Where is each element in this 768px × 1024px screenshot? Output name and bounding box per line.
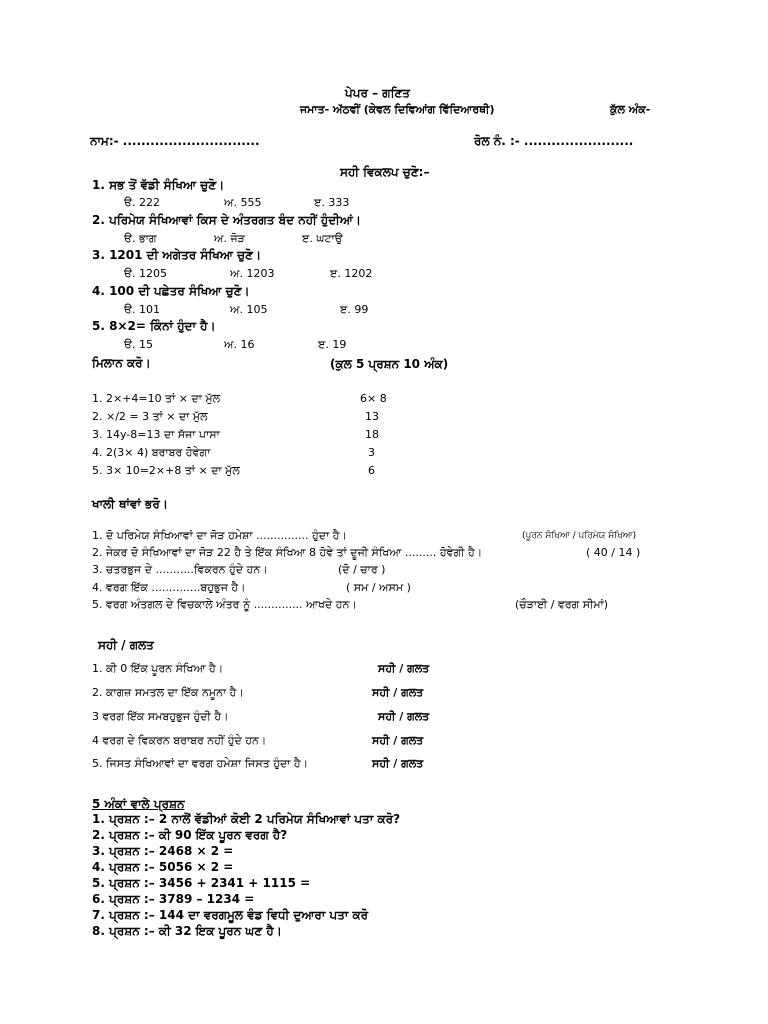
mcq-question: 2. ਪਰਿਮੇਯ ਸੰਖਿਆਵਾਂ ਕਿਸ ਦੇ ਅੰਤਰਗਤ ਬੰਦ ਨਹੀਂ ਹੁੰਦੀਆਂ।	[92, 213, 361, 227]
five-marks-title: 5 ਅੰਕਾਂ ਵਾਲੇ ਪ੍ਰਸ਼ਨ	[92, 797, 185, 811]
five-marks-question: 3. ਪ੍ਰਸ਼ਨ :– 2468 × 2 =	[92, 844, 234, 858]
mcq-option: ੲ. 19	[318, 338, 347, 351]
match-left: 4. 2(3× 4) ਬਰਾਬਰ ਹੋਵੇਗਾ	[92, 446, 211, 459]
match-right: 6	[368, 464, 375, 477]
match-left: 3. 14y-8=13 ਦਾ ਸੱਜਾ ਪਾਸਾ	[92, 428, 220, 441]
mcq-option: ੳ. 15	[124, 338, 153, 351]
truefalse-title: ਸਹੀ / ਗਲਤ	[98, 638, 154, 652]
five-marks-question: 7. ਪ੍ਰਸ਼ਨ :– 144 ਦਾ ਵਰਗਮੂਲ ਵੰਡ ਵਿਧੀ ਦੁਆਰਾ ਪਤਾ ਕਰੋ	[92, 908, 369, 922]
mcq-option: ੲ. 99	[340, 303, 369, 316]
match-left: 5. 3× 10=2×+8 ਤਾਂ × ਦਾ ਮੁੱਲ	[92, 464, 240, 477]
mcq-title: ਸਹੀ ਵਿਕਲਪ ਚੁਣੋ:–	[340, 165, 430, 179]
match-left: 1. 2×+4=10 ਤਾਂ × ਦਾ ਮੁੱਲ	[92, 392, 221, 405]
mcq-question: 3. 1201 ਦੀ ਅਗੇਤਰ ਸੰਖਿਆ ਚੁਣੋ।	[92, 248, 262, 262]
fill-row: 4. ਵਰਗ ਇੱਕ ..............ਬਹੁਭੁਜ ਹੈ।	[92, 581, 246, 594]
match-right: 18	[365, 428, 379, 441]
five-marks-question: 4. ਪ੍ਰਸ਼ਨ :– 5056 × 2 =	[92, 860, 234, 874]
truefalse-row: 1. ਕੀ 0 ਇੱਕ ਪੂਰਨ ਸੰਖਿਆ ਹੈ।	[92, 662, 224, 675]
fill-row: 3. ਚਤਰਭੁਜ ਦੇ ...........ਵਿਕਰਨ ਹੁੰਦੇ ਹਨ।	[92, 563, 268, 576]
match-right: 13	[365, 410, 379, 423]
fill-hint: (ਪੂਰਨ ਸੰਖਿਆ / ਪਰਿਮੇਯ ਸੰਖਿਆ)	[522, 531, 637, 541]
mcq-option: ੳ. ਭਾਗ	[124, 232, 157, 245]
fill-hint: (ਦੋ / ਚਾਰ )	[338, 563, 386, 576]
mcq-option: ੲ. ਘਟਾਉ	[302, 232, 343, 245]
fill-title: ਖਾਲੀ ਥਾਂਵਾਂ ਭਰੋ।	[92, 497, 168, 511]
truefalse-answer: ਸਹੀ / ਗਲਤ	[372, 757, 424, 770]
fill-row: 5. ਵਰਗ ਅੰਤਗਲ ਦੇ ਵਿਚਕਾਲੇ ਅੰਤਰ ਨੂੰ .............. ਆਖਦੇ ਹਨ।	[92, 598, 357, 611]
roll-field: ਰੋਲ ਨੰ. :- ........................	[474, 134, 634, 148]
mcq-option: ਅ. 105	[230, 303, 268, 316]
five-marks-question: 1. ਪ੍ਰਸ਼ਨ :– 2 ਨਾਲੋਂ ਵੱਡੀਆਂ ਕੋਈ 2 ਪਰਿਮੇਯ ਸੰਖਿਆਵਾਂ ਪਤਾ ਕਰੋ?	[92, 812, 401, 826]
truefalse-row: 4 ਵਰਗ ਦੇ ਵਿਕਰਨ ਬਰਾਬਰ ਨਹੀਂ ਹੁੰਦੇ ਹਨ।	[92, 734, 267, 747]
mcq-option: ੲ. 1202	[330, 267, 373, 280]
name-field: ਨਾਮ:- ..............................	[90, 134, 260, 148]
mcq-option: ੳ. 222	[124, 196, 160, 209]
truefalse-answer: ਸਹੀ / ਗਲਤ	[372, 686, 424, 699]
paper-title: ਪੇਪਰ – ਗਣਿਤ	[345, 86, 410, 100]
five-marks-question: 5. ਪ੍ਰਸ਼ਨ :– 3456 + 2341 + 1115 =	[92, 876, 311, 890]
mcq-option: ੲ. 333	[314, 196, 350, 209]
truefalse-row: 5. ਜਿਸਤ ਸੰਖਿਆਵਾਂ ਦਾ ਵਰਗ ਹਮੇਸ਼ਾ ਜਿਸਤ ਹੁੰਦਾ ਹੈ।	[92, 757, 309, 770]
fill-hint: ( 40 / 14 )	[586, 546, 641, 559]
truefalse-answer: ਸਹੀ / ਗਲਤ	[378, 662, 430, 675]
five-marks-question: 6. ਪ੍ਰਸ਼ਨ :– 3789 – 1234 =	[92, 892, 255, 906]
mcq-option: ਅ. 555	[224, 196, 262, 209]
truefalse-answer: ਸਹੀ / ਗਲਤ	[378, 710, 430, 723]
mcq-option: ੳ. 1205	[124, 267, 167, 280]
fill-row: 1. ਦੋ ਪਰਿਮੇਯ ਸੰਖਿਆਵਾਂ ਦਾ ਜੋੜ ਹਮੇਸ਼ਾ ............... ਹੁੰਦਾ ਹੈ।	[92, 529, 347, 542]
five-marks-question: 2. ਪ੍ਰਸ਼ਨ :– ਕੀ 90 ਇੱਕ ਪੂਰਨ ਵਰਗ ਹੈ?	[92, 828, 288, 842]
mcq-option: ਅ. 1203	[230, 267, 275, 280]
mcq-question: 4. 100 ਦੀ ਪਛੇਤਰ ਸੰਖਿਆ ਚੁਣੋ।	[92, 284, 250, 298]
match-left: 2. ×/2 = 3 ਤਾਂ × ਦਾ ਮੁੱਲ	[92, 410, 208, 423]
match-title: ਮਿਲਾਨ ਕਰੋ।	[92, 356, 151, 370]
mcq-option: ੳ. 101	[124, 303, 160, 316]
match-marks: (ਕੁਲ 5 ਪ੍ਰਸ਼ਨ 10 ਅੰਕ)	[330, 357, 449, 371]
mcq-question: 1. ਸਭ ਤੋਂ ਵੱਡੀ ਸੰਖਿਆ ਚੁਣੋ।	[92, 178, 225, 192]
match-right: 3	[368, 446, 375, 459]
truefalse-row: 2. ਕਾਗਜ਼ ਸਮਤਲ ਦਾ ਇੱਕ ਨਮੂਨਾ ਹੈ।	[92, 686, 244, 699]
truefalse-answer: ਸਹੀ / ਗਲਤ	[372, 734, 424, 747]
mcq-option: ਅ. ਜੋੜ	[214, 232, 245, 245]
mcq-option: ਅ. 16	[224, 338, 255, 351]
match-right: 6× 8	[360, 392, 387, 405]
fill-hint: (ਚੌੜਾਈ / ਵਰਗ ਸੀਮਾਂ)	[515, 598, 609, 611]
total-marks: ਕੁੱਲ ਅੰਕ-	[610, 103, 651, 116]
fill-row: 2. ਜੇਕਰ ਦੋ ਸੰਖਿਆਵਾਂ ਦਾ ਜੋੜ 22 ਹੈ ਤੇ ਇੱਕ ਸੰਖਿਆ 8 ਹੋਵੇ ਤਾਂ ਦੂਜੀ ਸੰਖਿਆ ......... ਹੋਵੇਗੀ ਹੈ।	[92, 546, 483, 559]
five-marks-question: 8. ਪ੍ਰਸ਼ਨ :– ਕੀ 32 ਇਕ ਪੂਰਨ ਘਣ ਹੈ।	[92, 924, 282, 938]
fill-hint: ( ਸਮ / ਅਸਮ )	[346, 581, 411, 594]
truefalse-row: 3 ਵਰਗ ਇੱਕ ਸਮਬਹੁਭੁਜ ਹੁੰਦੀ ਹੈ।	[92, 710, 229, 723]
class-line: ਜਮਾਤ- ਅੱਠਵੀਂ (ਕੇਵਲ ਦਿਵਿਆਂਗ ਵਿੱਦਿਆਰਥੀ)	[300, 103, 495, 116]
mcq-question: 5. 8×2= ਕਿੰਨਾਂ ਹੁੰਦਾ ਹੈ।	[92, 319, 216, 333]
